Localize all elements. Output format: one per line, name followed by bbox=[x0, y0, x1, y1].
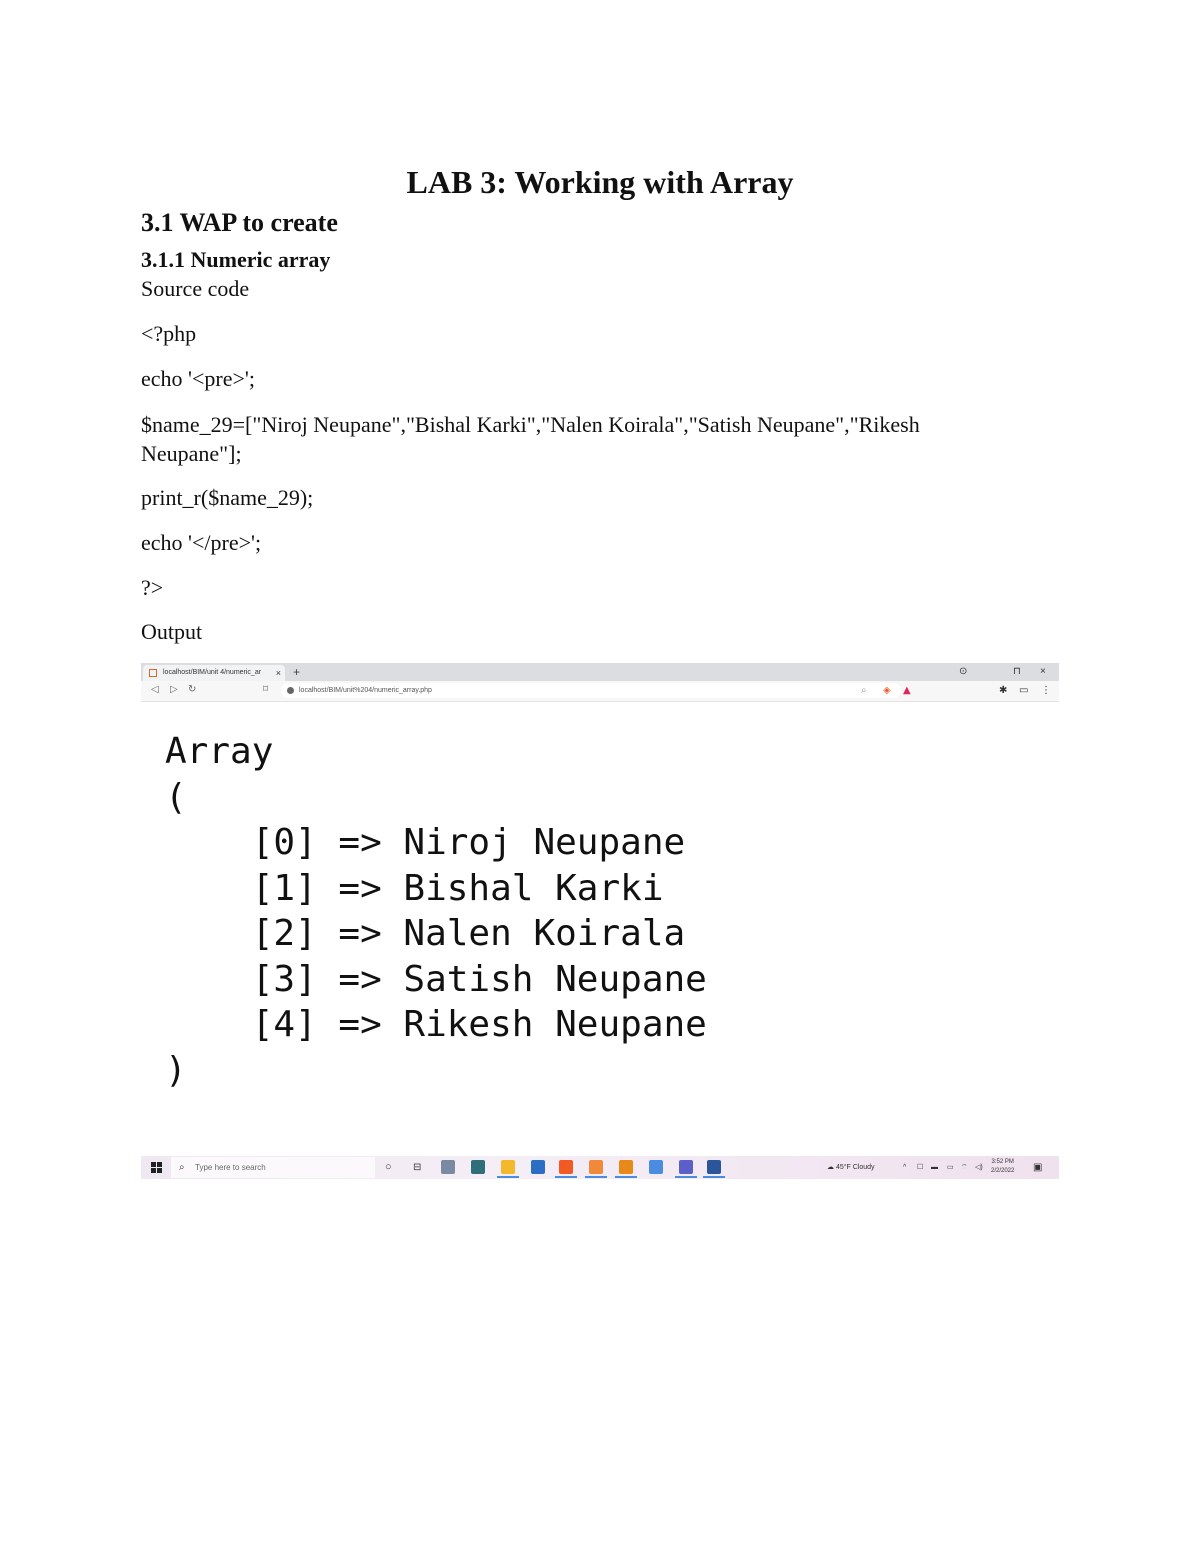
maximize-button[interactable]: ⊓ bbox=[1013, 666, 1021, 677]
output-line: [1] => Bishal Karki bbox=[165, 867, 664, 909]
wallet-icon[interactable]: ▭ bbox=[1019, 685, 1029, 696]
windows-start-icon[interactable] bbox=[151, 1162, 162, 1173]
active-indicator bbox=[555, 1176, 577, 1178]
word-icon[interactable] bbox=[707, 1160, 721, 1174]
tab-close-icon[interactable]: × bbox=[275, 668, 281, 678]
taskbar-search-box[interactable] bbox=[171, 1157, 375, 1178]
cortana-icon[interactable]: ○ bbox=[385, 1161, 392, 1173]
active-indicator bbox=[703, 1176, 725, 1178]
task-view-icon[interactable]: ⊟ bbox=[413, 1162, 422, 1173]
store-icon[interactable] bbox=[531, 1160, 545, 1174]
windows-taskbar bbox=[141, 1156, 1059, 1179]
code-line-echo-pre-close: echo '</pre>'; bbox=[141, 530, 262, 555]
clock-date: 2/2/2022 bbox=[991, 1168, 1015, 1174]
browser-tab[interactable] bbox=[143, 665, 285, 681]
tab-title: localhost/BIM/unit 4/numeric_ar bbox=[163, 669, 262, 676]
clock-time: 3:52 PM bbox=[991, 1159, 1014, 1165]
weather-icon: ☁ bbox=[827, 1164, 836, 1171]
code-line-print-r: print_r($name_29); bbox=[141, 485, 314, 510]
active-indicator bbox=[585, 1176, 607, 1178]
brave-browser-icon[interactable] bbox=[559, 1160, 573, 1174]
app-icon[interactable] bbox=[649, 1160, 663, 1174]
output-line: ) bbox=[165, 1049, 187, 1091]
file-explorer-icon[interactable] bbox=[501, 1160, 515, 1174]
volume-icon[interactable]: ◁) bbox=[975, 1164, 983, 1171]
active-indicator bbox=[675, 1176, 697, 1178]
code-line-php-open: <?php bbox=[141, 321, 197, 346]
display-icon[interactable]: ▭ bbox=[947, 1164, 954, 1171]
xampp-icon[interactable] bbox=[589, 1160, 603, 1174]
new-tab-button[interactable]: + bbox=[293, 665, 301, 679]
document-title: LAB 3: Working with Array bbox=[406, 164, 794, 200]
brave-shield-icon[interactable]: ◈ bbox=[883, 685, 891, 696]
sublime-text-icon[interactable] bbox=[619, 1160, 633, 1174]
source-code-label: Source code bbox=[141, 276, 250, 301]
taskbar-search-placeholder: Type here to search bbox=[195, 1163, 266, 1172]
notification-icon[interactable]: ▣ bbox=[1033, 1162, 1043, 1173]
weather-text: 45°F Cloudy bbox=[835, 1164, 875, 1171]
output-line: [3] => Satish Neupane bbox=[165, 958, 707, 1000]
xampp-favicon-icon bbox=[149, 669, 157, 677]
active-indicator bbox=[497, 1176, 519, 1178]
output-line: [4] => Rikesh Neupane bbox=[165, 1004, 707, 1045]
profile-icon[interactable]: ⊙ bbox=[959, 666, 968, 677]
address-url: localhost/BIM/unit%204/numeric_array.php bbox=[299, 687, 432, 694]
battery-icon[interactable]: ▬ bbox=[931, 1164, 938, 1171]
code-line-php-close: ?> bbox=[141, 575, 164, 600]
menu-icon[interactable]: ⋮ bbox=[1041, 685, 1051, 696]
zoom-icon[interactable]: ⌕ bbox=[861, 685, 867, 696]
weather-widget[interactable] bbox=[827, 1156, 875, 1179]
extensions-icon[interactable]: ✱ bbox=[999, 685, 1008, 696]
print-r-output bbox=[165, 729, 707, 1093]
network-icon[interactable]: ☐ bbox=[917, 1164, 924, 1171]
teams-icon[interactable] bbox=[679, 1160, 693, 1174]
close-window-button[interactable]: × bbox=[1040, 666, 1046, 677]
app-icon[interactable] bbox=[441, 1160, 455, 1174]
forward-icon[interactable]: ▷ bbox=[170, 684, 178, 695]
browser-toolbar bbox=[141, 681, 1059, 702]
section-heading: 3.1 WAP to create bbox=[141, 208, 338, 237]
search-icon: ⌕ bbox=[179, 1162, 185, 1173]
output-line: ( bbox=[165, 776, 187, 818]
brave-rewards-icon[interactable]: ▲ bbox=[903, 685, 911, 696]
output-label: Output bbox=[141, 619, 203, 644]
back-icon[interactable]: ◁ bbox=[151, 684, 159, 695]
tray-chevron-icon[interactable]: ^ bbox=[903, 1164, 907, 1171]
output-line: Array bbox=[165, 731, 274, 772]
active-indicator bbox=[615, 1176, 637, 1178]
reload-icon[interactable]: ↻ bbox=[188, 684, 197, 695]
output-line: [0] => Niroj Neupane bbox=[165, 822, 686, 863]
code-line-array-assign: $name_29=["Niroj Neupane","Bishal Karki","Nalen Koirala","Satish Neupane","Rikesh Neupane"]; bbox=[141, 412, 920, 466]
code-line-echo-pre: echo '<pre>'; bbox=[141, 366, 255, 391]
app-icon[interactable] bbox=[471, 1160, 485, 1174]
output-screenshot bbox=[141, 663, 1059, 1179]
site-info-icon[interactable] bbox=[287, 687, 294, 694]
wifi-icon[interactable]: ⌔ bbox=[961, 1164, 968, 1171]
taskbar-clock[interactable] bbox=[991, 1158, 1014, 1176]
browser-tab-bar bbox=[141, 663, 1059, 681]
bookmark-icon[interactable]: ⌑ bbox=[263, 684, 269, 695]
output-line: [2] => Nalen Koirala bbox=[165, 913, 686, 954]
subsection-heading: 3.1.1 Numeric array bbox=[141, 247, 331, 272]
address-bar[interactable] bbox=[281, 683, 901, 698]
